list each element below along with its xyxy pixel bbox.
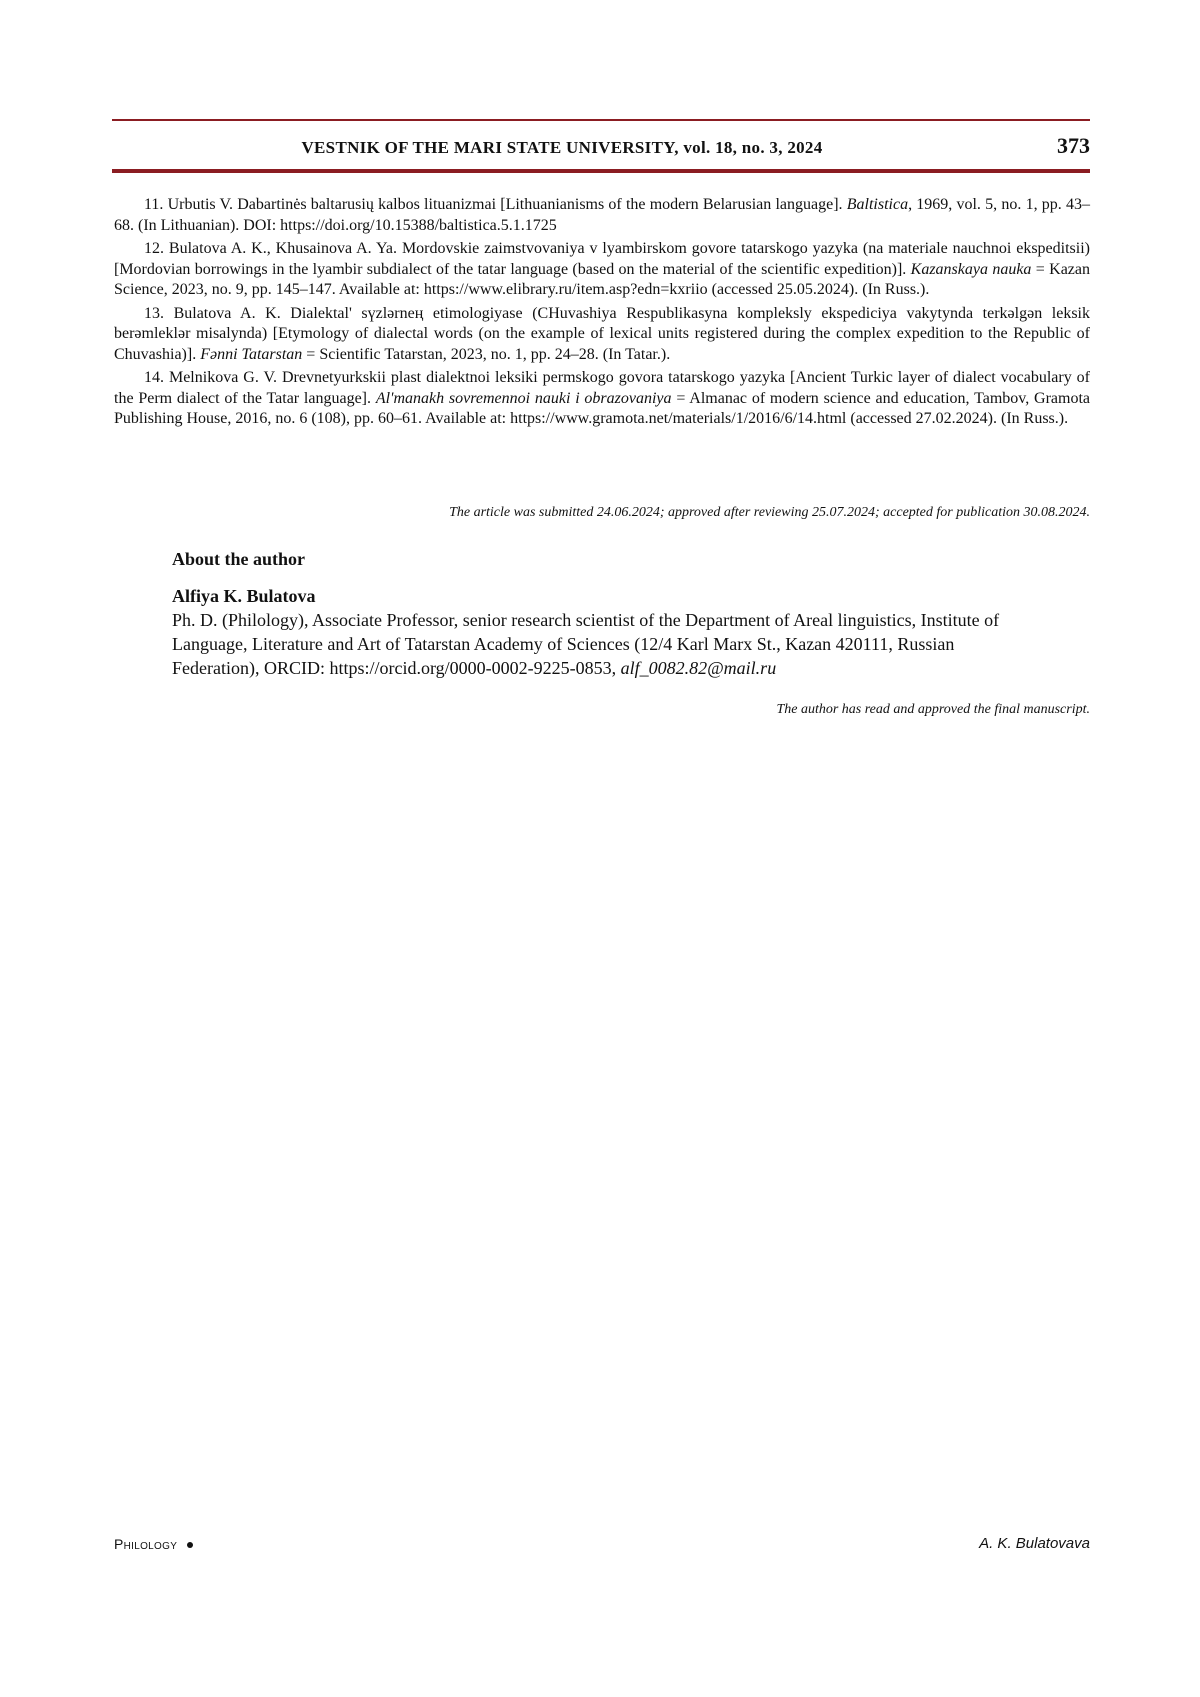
reference-list <box>114 195 1090 433</box>
footer-author: A. K. Bulatovava <box>979 1535 1090 1552</box>
reference-details: = Scientific Tatarstan, 2023, no. 1, pp. 24–28. (In Tatar.). <box>302 345 671 363</box>
reference-source: Al'manakh sovremennoi nauki i obrazovaniya <box>375 389 672 407</box>
reference-details: , 1969, vol. 5, no. 1, pp. 43–68. (In Lithuanian). DOI: https://doi.org/10.15388/baltistica.5.1.1725 <box>114 196 1090 234</box>
reference-source: Kazanskaya nauka <box>910 260 1032 278</box>
footer-section-label: Philology <box>114 1536 178 1552</box>
header-rule-bottom <box>112 169 1090 173</box>
reference-details: = Almanac of modern science and education, Tambov, Gramota Publishing House, 2016, no. 6 (108), pp. 60–61. Available at: https://www.gramota.net/materials/1/2016/6/14.html (accessed 27.02.2024). (In Russ.). <box>114 389 1090 427</box>
author-info <box>172 584 1042 680</box>
approval-note: The author has read and approved the final manuscript. <box>776 702 1090 717</box>
page-number: 373 <box>1057 133 1090 158</box>
reference-text: 12. Bulatova A. K., Khusainova A. Ya. Mordovskie zaimstvovaniya v lyambirskom govore tatarskogo yazyka (na materiale nauchnoi ekspeditsii) [Mordovian borrowings in the lyambir subdialect of the tatar language (based on the material of the scientific expedition)]. <box>114 240 1090 278</box>
footer-section <box>114 1536 193 1552</box>
header-rule-top <box>112 119 1090 121</box>
reference-text: 11. Urbutis V. Dabartinės baltarusių kalbos lituanizmai [Lithuanianisms of the modern Belarusian language]. <box>144 196 847 213</box>
submission-note: The article was submitted 24.06.2024; approved after reviewing 25.07.2024; accepted for publication 30.08.2024. <box>449 505 1090 520</box>
author-bio <box>172 608 1042 680</box>
reference-text: 14. Melnikova G. V. Drevnetyurkskii plast dialektnoi leksiki permskogo govora tatarskogo yazyka [Ancient Turkic layer of dialect vocabulary of the Perm dialect of the Tatar language]. <box>114 369 1090 407</box>
reference-details: = Kazan Science, 2023, no. 9, pp. 145–147. Available at: https://www.elibrary.ru/item.asp?edn=kxriio (accessed 25.05.2024). (In Russ.). <box>114 260 1090 298</box>
reference-source: Baltistica <box>846 196 909 213</box>
reference-source: Fənni Tatarstan <box>200 345 303 363</box>
bullet-icon <box>187 1542 193 1548</box>
about-author-heading: About the author <box>172 549 306 569</box>
author-name: Alfiya K. Bulatova <box>172 586 316 606</box>
reference-item <box>114 304 1090 366</box>
reference-text: 13. Bulatova A. K. Dialektal' sүzlərneң etimologiyase (CHuvashiya Respublikasyna kompleksly ekspediciya vakytynda terkəlgən leksik berəmleklər misalynda) [Etymology of dialectal words (on the example of lexical units registered during the complex expedition to the Republic of Chuvashia)]. <box>114 304 1090 363</box>
reference-item <box>114 195 1090 236</box>
reference-item <box>114 239 1090 301</box>
author-email: alf_0082.82@mail.ru <box>620 658 777 678</box>
author-bio-text: Ph. D. (Philology), Associate Professor, senior research scientist of the Department of Areal linguistics, Institute of Language, Literature and Art of Tatarstan Academy of Sciences (12/4 Karl Marx St., Kazan 420111, Russian Federation), ORCID: https://orcid.org/0000-0002-9225-0853, <box>172 610 1000 678</box>
journal-header: VESTNIK OF THE MARI STATE UNIVERSITY, vol. 18, no. 3, 2024 <box>301 138 823 157</box>
reference-item <box>114 368 1090 430</box>
